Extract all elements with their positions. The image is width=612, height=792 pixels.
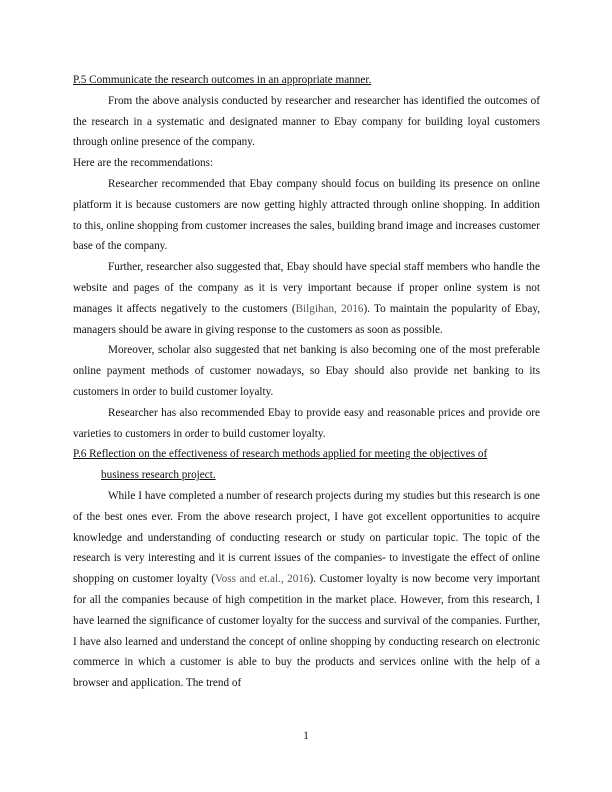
paragraph-reflection (73, 486, 540, 694)
paragraph-recommendation-3: Moreover, scholar also suggested that net banking is also becoming one of the most preferable online payment methods of customer nowadays, so Ebay should also provide net banking to its customers in order to build customer loyalty. (73, 344, 540, 398)
section-heading-p5: P.5 Communicate the research outcomes in an appropriate manner. (73, 74, 372, 86)
section-heading-p6 (73, 444, 540, 486)
rec2-text-after: ). To maintain the popularity of Ebay, managers should be aware in giving response to the customers as soon as possible. (73, 302, 540, 336)
paragraph-recommendation-1: Researcher recommended that Ebay company should focus on building its presence on online platform it is because customers are now getting highly attracted through online shopping. In addition to this, online shopping from customer increases the sales, building brand image and increases customer base of the company. (73, 177, 540, 253)
paragraph-intro: From the above analysis conducted by researcher and researcher has identified the outcomes of the research in a systematic and designated manner to Ebay company for building loyal customers through online presence of the company. (73, 94, 540, 149)
section-heading-p6-line2: business research project. (101, 469, 216, 482)
page-number: 1 (303, 730, 309, 742)
reflection-text-before: While I have completed a number of research projects during my studies but this research is one of the best ones ever. From the above research project, I have got excellent opportunities to acquire knowledge and understanding of conducting research or study on particular topic. The topic of the research is very interesting and it is current issues of the companies- to investigate the effect of online shopping on customer loyalty ( (73, 489, 540, 586)
paragraph-recommendation-2 (73, 257, 540, 340)
paragraph-recommendation-4: Researcher has also recommended Ebay to provide easy and reasonable prices and provide ore varieties to customers in order to build customer loyalty. (73, 406, 540, 440)
citation-voss: Voss and et.al., 2016 (215, 573, 310, 586)
reflection-text-after: ). Customer loyalty is now become very important for all the companies because of high competition in the market place. However, from this research, I have learned the significance of customer loyalty for the success and survival of the companies. Further, I have also learned and understand the concept of online shopping by conducting research on electronic commerce in which a customer is able to buy the products and services online with the help of a browser and application. The trend of (73, 573, 540, 690)
citation-bilgihan: Bilgihan, 2016 (295, 302, 364, 315)
section-heading-p6-line1: P.6 Reflection on the effectiveness of research methods applied for meeting the objectives of (73, 448, 488, 461)
document-page (73, 70, 540, 694)
rec2-text-before: Further, researcher also suggested that, Ebay should have special staff members who handle the website and pages of the company as it is very important because if proper online system is not manages it affects negatively to the customers ( (73, 261, 540, 315)
paragraph-recommendations-lead: Here are the recommendations: (73, 157, 214, 170)
